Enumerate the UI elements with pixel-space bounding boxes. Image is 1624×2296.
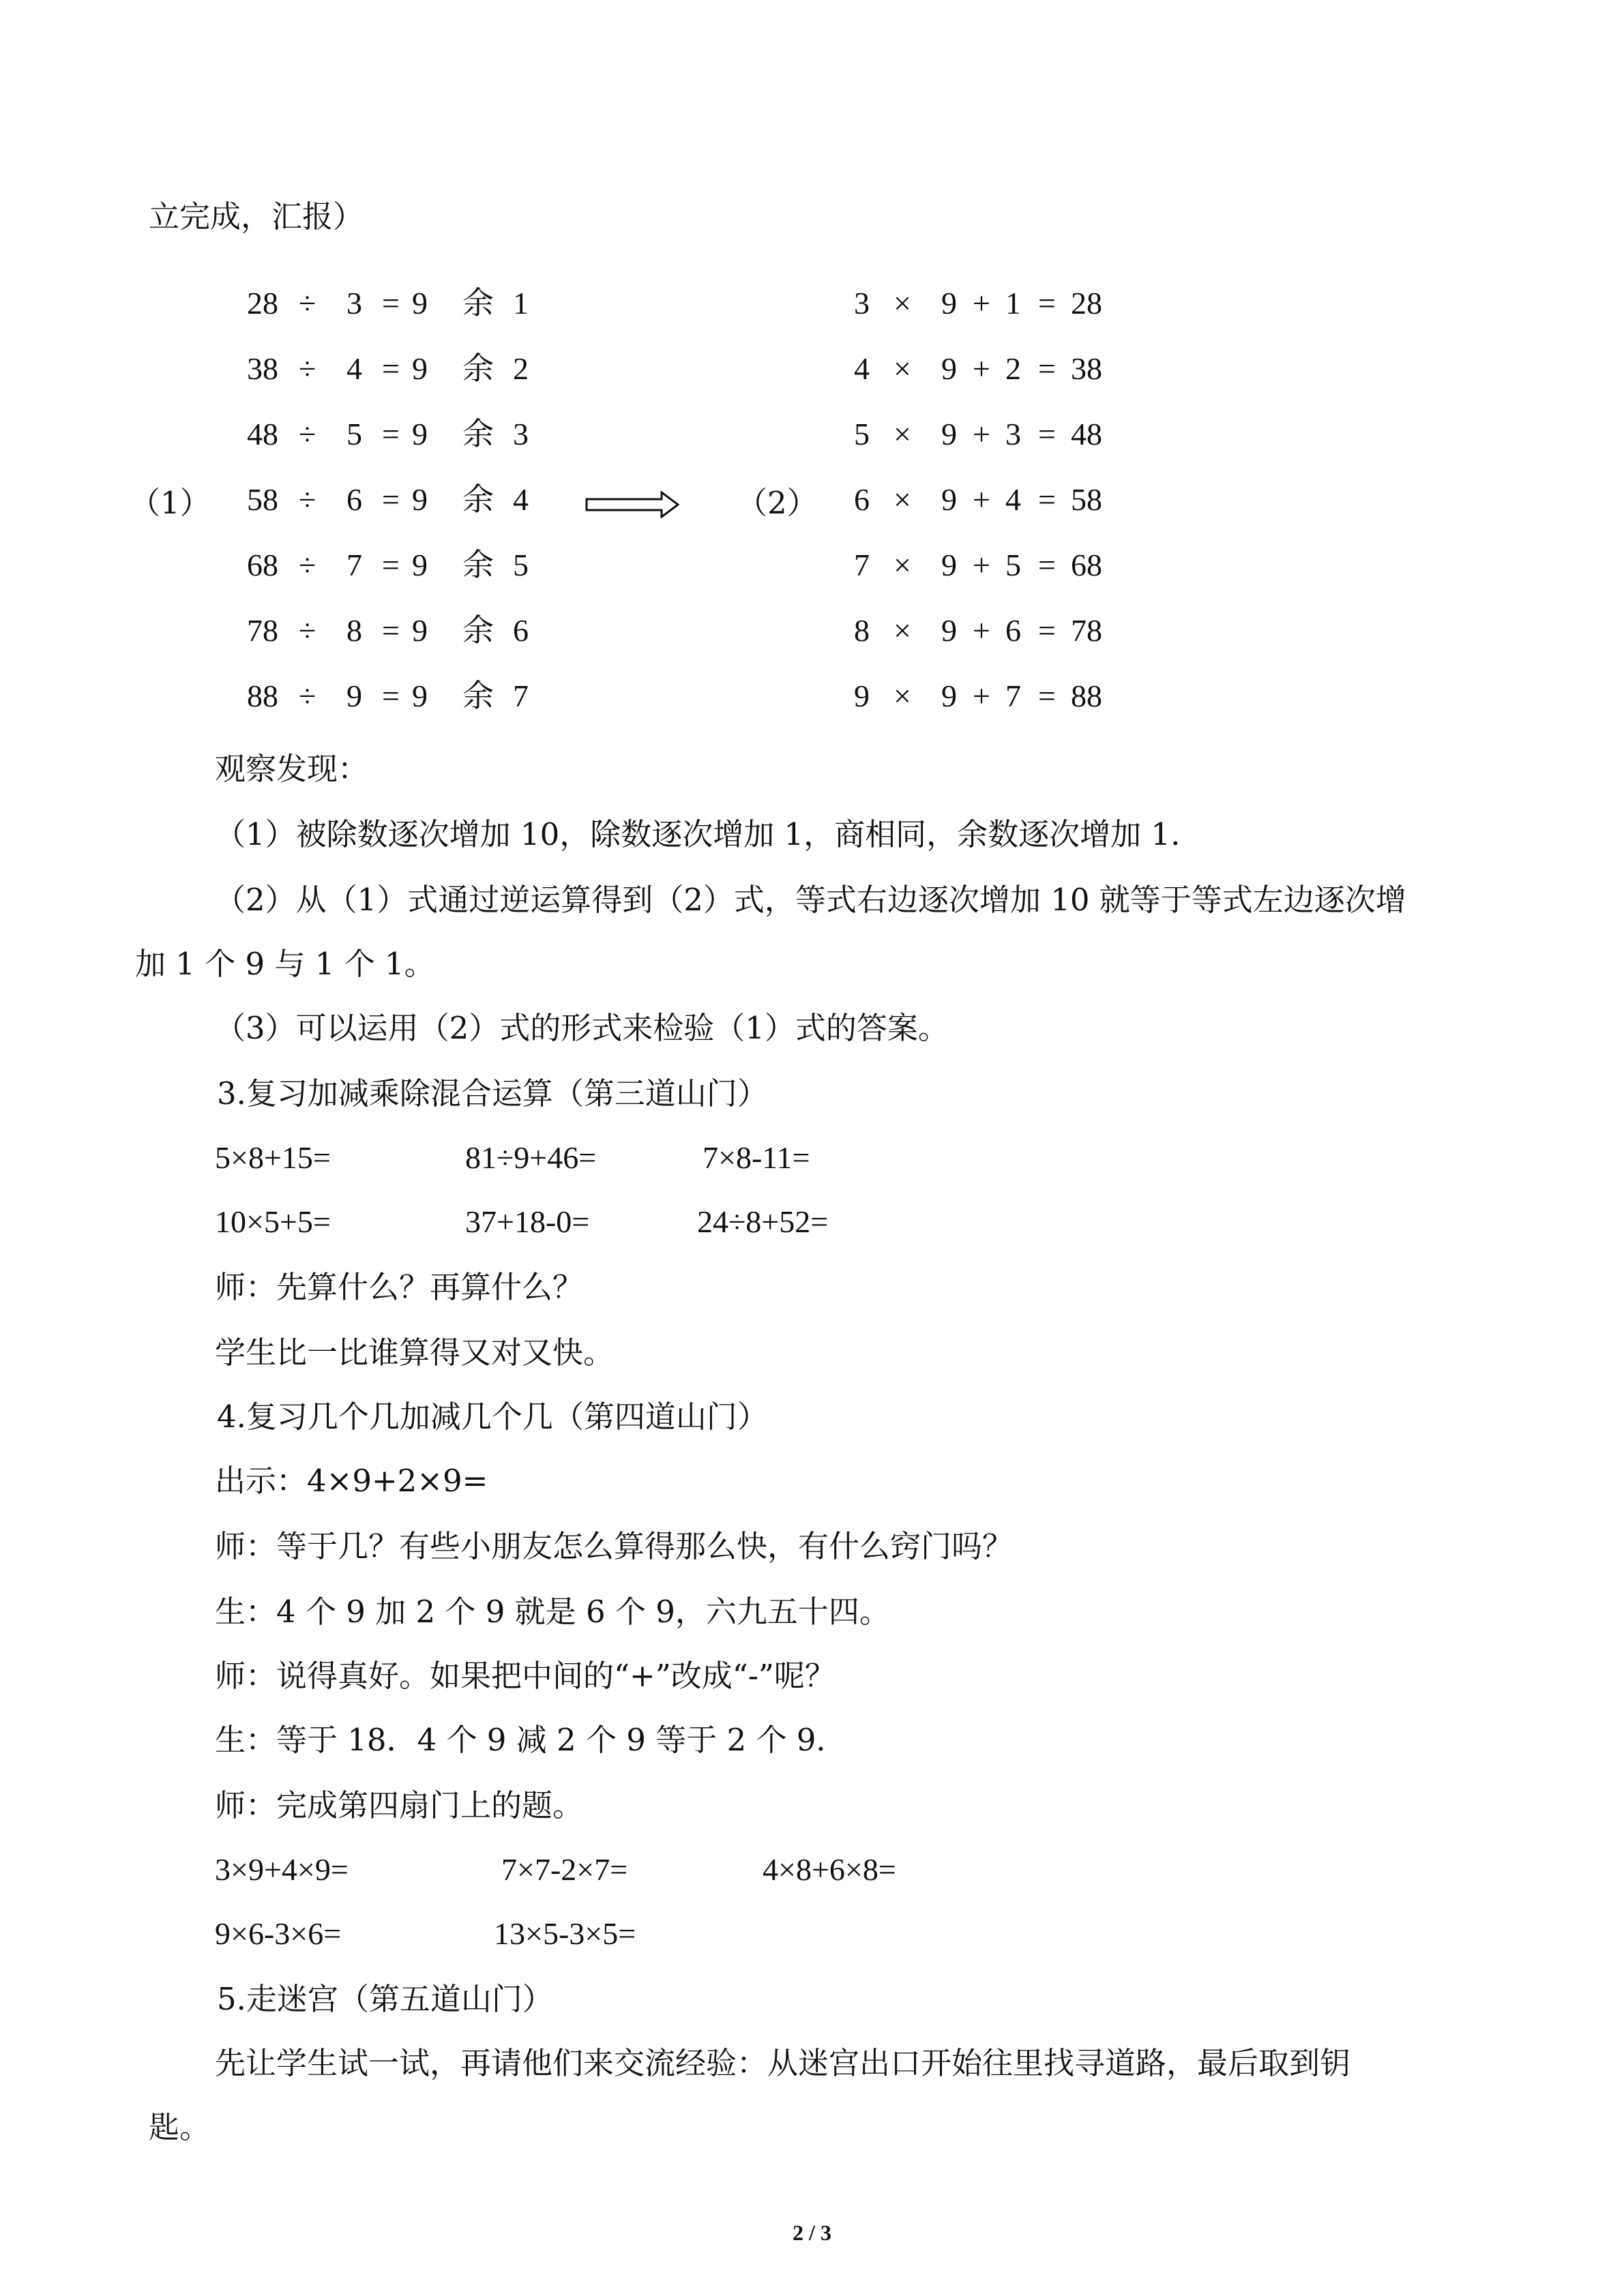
multiplication-eq: = — [1038, 548, 1056, 582]
division-dividend: 68 — [247, 548, 278, 582]
division-rem-word: 余 — [462, 548, 494, 582]
multiplication-plus: + — [973, 351, 990, 386]
division-divisor: 8 — [346, 613, 362, 648]
section3-expr-1-3: 7×8-11= — [703, 1140, 810, 1175]
division-op: ÷ — [299, 351, 316, 386]
division-dividend: 28 — [247, 286, 278, 320]
division-dividend: 38 — [247, 351, 278, 386]
section3-expr-2-2: 37+18-0= — [465, 1204, 590, 1239]
division-remainder: 2 — [513, 351, 529, 386]
multiplication-c: 5 — [1005, 548, 1021, 582]
division-divisor: 6 — [346, 482, 362, 517]
section4-expr-1-1: 3×9+4×9= — [215, 1852, 349, 1887]
section3-title: 3.复习加减乘除混合运算（第三道山门） — [217, 1075, 768, 1112]
section4-expr-1-3: 4×8+6×8= — [763, 1852, 896, 1887]
multiplication-c: 7 — [1005, 679, 1021, 713]
multiplication-c: 4 — [1005, 482, 1021, 517]
division-op: ÷ — [299, 286, 316, 320]
division-divisor: 9 — [346, 679, 362, 713]
multiplication-row — [0, 610, 1624, 651]
division-rem-word: 余 — [462, 417, 494, 451]
teacher-question-3: 师：先算什么？再算什么？ — [215, 1269, 584, 1305]
multiplication-plus: + — [973, 613, 990, 648]
multiplication-result: 48 — [1071, 417, 1102, 451]
teacher-question-5: 师：说得真好。如果把中间的“+”改成“-”呢？ — [215, 1658, 836, 1694]
multiplication-times: × — [894, 417, 911, 451]
multiplication-a: 7 — [854, 548, 870, 582]
show-expression: 出示：4×9+2×9= — [215, 1463, 488, 1499]
section4-expr-2-1: 9×6-3×6= — [215, 1916, 342, 1951]
multiplication-b: 9 — [941, 613, 957, 648]
section3-expr-2-3: 24÷8+52= — [697, 1204, 829, 1239]
label-right: （2） — [737, 485, 818, 521]
multiplication-eq: = — [1038, 679, 1056, 713]
multiplication-eq: = — [1038, 286, 1056, 320]
multiplication-times: × — [894, 613, 911, 648]
division-rem-word: 余 — [462, 482, 494, 517]
division-remainder: 3 — [513, 417, 529, 451]
division-rem-word: 余 — [462, 351, 494, 386]
division-divisor: 4 — [346, 351, 362, 386]
division-op: ÷ — [299, 613, 316, 648]
division-quotient: 9 — [412, 613, 428, 648]
division-eq: = — [382, 679, 400, 713]
multiplication-row — [0, 348, 1624, 389]
division-rem-word: 余 — [462, 286, 494, 320]
multiplication-times: × — [894, 351, 911, 386]
division-divisor: 5 — [346, 417, 362, 451]
division-divisor: 3 — [346, 286, 362, 320]
section3-expr-1-2: 81÷9+46= — [465, 1140, 597, 1175]
multiplication-c: 1 — [1005, 286, 1021, 320]
division-quotient: 9 — [412, 286, 428, 320]
division-remainder: 1 — [513, 286, 529, 320]
division-op: ÷ — [299, 417, 316, 451]
multiplication-a: 5 — [854, 417, 870, 451]
multiplication-row — [0, 676, 1624, 717]
section5-text-line1: 先让学生试一试，再请他们来交流经验：从迷宫出口开始往里找寻道路，最后取到钥 — [215, 2045, 1351, 2081]
division-remainder: 4 — [513, 482, 529, 517]
student-race-text: 学生比一比谁算得又对又快。 — [215, 1335, 615, 1371]
multiplication-result: 58 — [1071, 482, 1102, 517]
multiplication-a: 8 — [854, 613, 870, 648]
division-remainder: 7 — [513, 679, 529, 713]
division-quotient: 9 — [412, 482, 428, 517]
division-quotient: 9 — [412, 417, 428, 451]
observe-point-3: （3）可以运用（2）式的形式来检验（1）式的答案。 — [215, 1010, 949, 1046]
division-eq: = — [382, 351, 400, 386]
observe-point-1: （1）被除数逐次增加 10，除数逐次增加 1，商相同，余数逐次增加 1. — [215, 816, 1181, 852]
multiplication-b: 9 — [941, 679, 957, 713]
division-rem-word: 余 — [462, 679, 494, 713]
division-eq: = — [382, 482, 400, 517]
section3-expr-2-1: 10×5+5= — [215, 1204, 331, 1239]
multiplication-eq: = — [1038, 417, 1056, 451]
multiplication-times: × — [894, 679, 911, 713]
multiplication-c: 2 — [1005, 351, 1021, 386]
multiplication-b: 9 — [941, 351, 957, 386]
section4-expr-2-2: 13×5-3×5= — [494, 1916, 636, 1951]
multiplication-a: 6 — [854, 482, 870, 517]
teacher-question-6: 师：完成第四扇门上的题。 — [215, 1787, 584, 1823]
division-eq: = — [382, 417, 400, 451]
division-rem-word: 余 — [462, 613, 494, 648]
multiplication-b: 9 — [941, 417, 957, 451]
division-dividend: 88 — [247, 679, 278, 713]
multiplication-plus: + — [973, 679, 990, 713]
observe-point-2-line2: 加 1 个 9 与 1 个 1。 — [135, 946, 435, 982]
multiplication-times: × — [894, 482, 911, 517]
multiplication-eq: = — [1038, 482, 1056, 517]
division-remainder: 6 — [513, 613, 529, 648]
multiplication-b: 9 — [941, 286, 957, 320]
multiplication-a: 3 — [854, 286, 870, 320]
page-number: 2 / 3 — [793, 2220, 831, 2245]
multiplication-row — [0, 283, 1624, 324]
multiplication-result: 28 — [1071, 286, 1102, 320]
division-divisor: 7 — [346, 548, 362, 582]
division-op: ÷ — [299, 548, 316, 582]
multiplication-times: × — [894, 286, 911, 320]
multiplication-eq: = — [1038, 613, 1056, 648]
division-eq: = — [382, 613, 400, 648]
division-dividend: 48 — [247, 417, 278, 451]
division-eq: = — [382, 286, 400, 320]
student-answer-5: 生：等于 18．4 个 9 减 2 个 9 等于 2 个 9． — [215, 1722, 847, 1758]
multiplication-row — [0, 545, 1624, 586]
section4-title: 4.复习几个几加减几个几（第四道山门） — [217, 1399, 768, 1435]
division-quotient: 9 — [412, 351, 428, 386]
multiplication-b: 9 — [941, 548, 957, 582]
division-quotient: 9 — [412, 548, 428, 582]
multiplication-times: × — [894, 548, 911, 582]
multiplication-result: 38 — [1071, 351, 1102, 386]
multiplication-result: 68 — [1071, 548, 1102, 582]
multiplication-result: 88 — [1071, 679, 1102, 713]
division-eq: = — [382, 548, 400, 582]
observe-title: 观察发现： — [215, 751, 369, 787]
multiplication-row — [0, 479, 1624, 520]
division-remainder: 5 — [513, 548, 529, 582]
section5-title: 5.走迷宫（第五道山门） — [217, 1981, 553, 2017]
multiplication-eq: = — [1038, 351, 1056, 386]
multiplication-a: 9 — [854, 679, 870, 713]
section3-expr-1-1: 5×8+15= — [215, 1140, 331, 1175]
division-op: ÷ — [299, 482, 316, 517]
multiplication-plus: + — [973, 286, 990, 320]
multiplication-a: 4 — [854, 351, 870, 386]
multiplication-c: 6 — [1005, 613, 1021, 648]
division-dividend: 78 — [247, 613, 278, 648]
division-quotient: 9 — [412, 679, 428, 713]
multiplication-plus: + — [973, 482, 990, 517]
section4-expr-1-2: 7×7-2×7= — [501, 1852, 628, 1887]
division-op: ÷ — [299, 679, 316, 713]
multiplication-c: 3 — [1005, 417, 1021, 451]
multiplication-plus: + — [973, 417, 990, 451]
section5-text-line2: 匙。 — [149, 2109, 211, 2145]
multiplication-b: 9 — [941, 482, 957, 517]
division-dividend: 58 — [247, 482, 278, 517]
label-left: （1） — [130, 485, 211, 521]
observe-point-2-line1: （2）从（1）式通过逆运算得到（2）式，等式右边逐次增加 10 就等于等式左边逐次增 — [215, 882, 1406, 918]
multiplication-result: 78 — [1071, 613, 1102, 648]
student-answer-4: 生：4 个 9 加 2 个 9 就是 6 个 9，六九五十四。 — [215, 1594, 890, 1630]
multiplication-plus: + — [973, 548, 990, 582]
multiplication-row — [0, 414, 1624, 455]
teacher-question-4: 师：等于几？有些小朋友怎么算得那么快，有什么窍门吗？ — [215, 1528, 1014, 1564]
intro-tail-text: 立完成，汇报） — [149, 198, 364, 235]
